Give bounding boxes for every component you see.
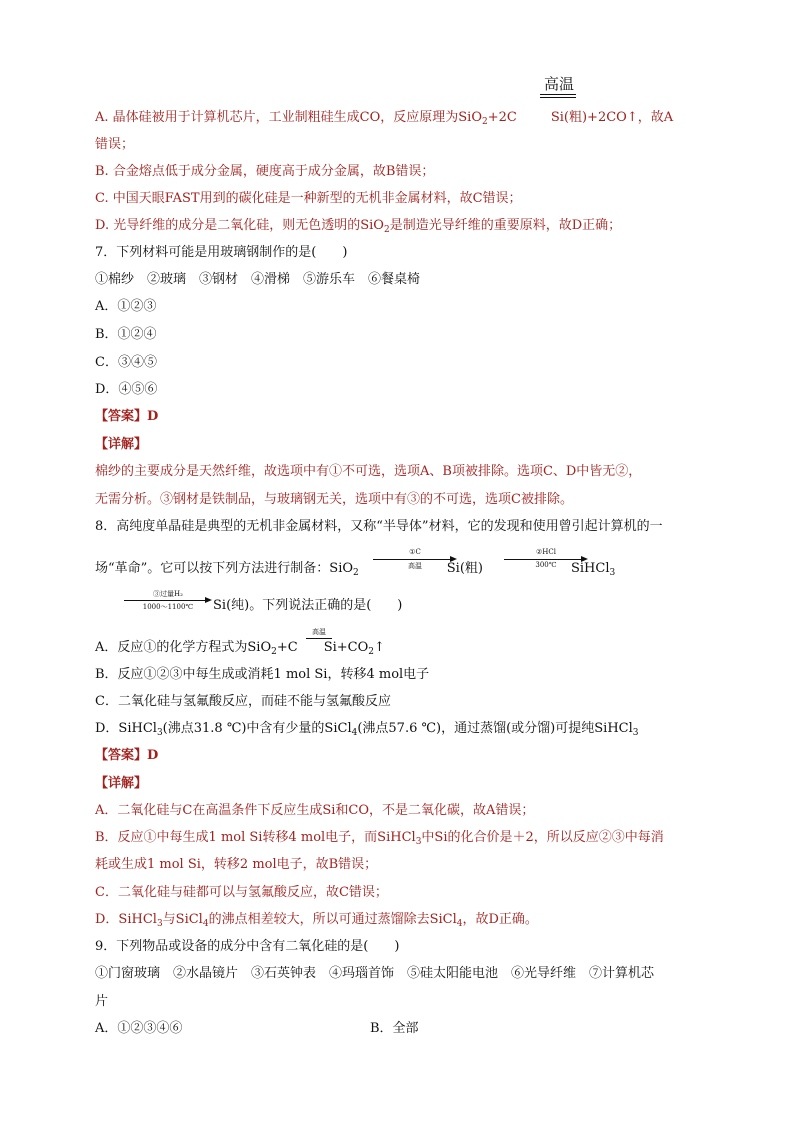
arrow-1-reagent: ①C [409, 548, 421, 556]
q8-option-c: C．二氧化硅与氢氟酸反应，而硅不能与氢氟酸反应 [95, 694, 391, 709]
q7-stem: 7．下列材料可能是用玻璃钢制作的是( ) [95, 245, 348, 260]
q8-option-b: B．反应①②③中每生成或消耗1 mol Si，转移4 mol电子 [95, 667, 430, 682]
arrow-1-condition: 高温 [408, 562, 422, 570]
q7-detail-label: 【详解】 [95, 437, 148, 452]
q8-option-a-condition: 高温 [312, 628, 326, 636]
reaction-arrow-3 [124, 589, 212, 611]
reaction-arrow-2 [504, 548, 588, 570]
prev-answer-b: B. 合金熔点低于成分金属，硬度高于成分金属，故B错误； [95, 164, 435, 179]
q7-answer: 【答案】D [95, 409, 159, 424]
arrow-3-condition: 1000～1100℃ [142, 603, 194, 611]
reaction-condition-label: 高温 [544, 75, 575, 93]
prev-answer-c: C. 中国天眼FAST用到的碳化硅是一种新型的无机非金属材料，故C错误； [95, 191, 522, 206]
q8-detail-c: C．二氧化硅与硅都可以与氢氟酸反应，故C错误； [95, 885, 388, 900]
q8-stem-2: 场“革命”。它可以按下列方法进行制备：SiO$_2$ Si(粗) SiHCl$_3$ [95, 561, 616, 578]
q7-option-b: B．①②④ [95, 327, 157, 342]
arrow-2-reagent: ②HCl [536, 548, 556, 556]
q7-detail-2: 无需分析。③钢材是铁制品，与玻璃钢无关，选项中有③的不可选，选项C被排除。 [95, 492, 573, 507]
q8-option-a: A．反应①的化学方程式为SiO$_2$+C $Si+CO_2↑$ [95, 640, 385, 657]
q7-option-d: D．④⑤⑥ [95, 382, 158, 397]
q9-option-b: B．全部 [370, 1021, 419, 1036]
q9-items-2: 片 [95, 994, 109, 1009]
q7-option-a: A．①②③ [95, 299, 157, 314]
q8-detail-d: D．SiHCl$_3$与SiCl$_4$的沸点相差较大，所以可通过蒸馏除去SiCl$_4$，故D正确。 [95, 912, 538, 929]
q8-option-a-condition-line [306, 638, 332, 639]
equals-line-top [540, 94, 576, 95]
q9-option-a: A．①②③④⑥ [95, 1021, 183, 1036]
q7-items: ①棉纱 ②玻璃 ③钢材 ④滑梯 ⑤游乐车 ⑥餐桌椅 [95, 272, 421, 287]
q7-detail-1: 棉纱的主要成分是天然纤维，故选项中有①不可选，选项A、B项被排除。选项C、D中皆无②， [95, 464, 642, 479]
q9-items-1: ①门窗玻璃 ②水晶镜片 ③石英钟表 ④玛瑙首饰 ⑤硅太阳能电池 ⑥光导纤维 ⑦计算机芯 [95, 966, 655, 981]
prev-answer-d: D. 光导纤维的成分是二氧化硅，则无色透明的SiO$_2$是制造光导纤维的重要原料，故D正确； [95, 218, 622, 235]
q8-answer: 【答案】D [95, 748, 159, 763]
q8-detail-b-2: 耗或生成1 mol Si，转移2 mol电子，故B错误； [95, 857, 378, 872]
q9-stem: 9．下列物品或设备的成分中含有二氧化硅的是( ) [95, 939, 400, 954]
arrow-3-reagent: ③过量H₂ [153, 590, 183, 598]
q8-option-d: D．SiHCl$_3$(沸点31.8 ℃)中含有少量的SiCl$_4$(沸点57.6 ℃)，通过蒸馏(或分馏)可提纯SiHCl$_3$ [95, 721, 639, 738]
prev-answer-a: A. 晶体硅被用于计算机芯片，工业制粗硅生成CO，反应原理为SiO$_2$+2C Si(粗)+2CO↑，故A [95, 110, 674, 127]
prev-answer-a-cont: 错误； [95, 137, 135, 152]
q8-detail-label: 【详解】 [95, 776, 148, 791]
q8-detail-a: A．二氧化硅与C在高温条件下反应生成Si和CO，不是二氧化碳，故A错误； [95, 803, 535, 818]
q7-option-c: C．③④⑤ [95, 355, 157, 370]
arrow-2-condition: 300℃ [535, 561, 557, 569]
q8-stem-1: 8．高纯度单晶硅是典型的无机非金属材料，又称“半导体”材料，它的发现和使用曾引起计算机的一 [95, 519, 663, 534]
q8-stem-3: Si(纯)。下列说法正确的是( ) [213, 598, 403, 613]
q8-detail-b-1: B．反应①中每生成1 mol Si转移4 mol电子，而SiHCl$_3$中Si的化合价是＋2，所以反应②③中每消 [95, 830, 664, 847]
reaction-arrow-1 [373, 548, 457, 570]
equals-line-bottom [540, 97, 576, 98]
